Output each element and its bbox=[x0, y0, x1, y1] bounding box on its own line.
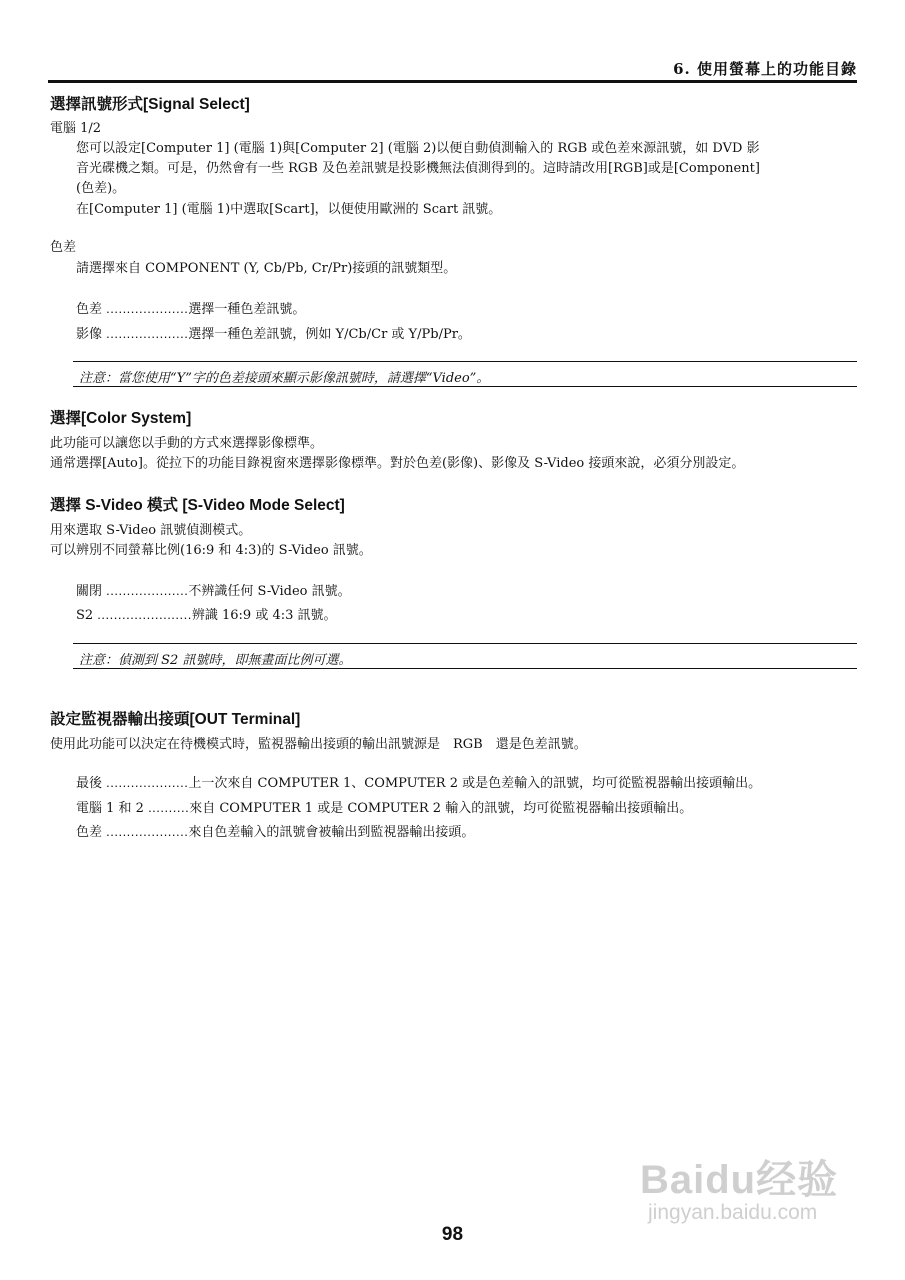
option-desc: 來自色差輸入的訊號會被輸出到監視器輸出接頭。 bbox=[188, 825, 475, 840]
svideo-option-row bbox=[76, 604, 337, 623]
option-name: 電腦 1 和 2 bbox=[76, 801, 144, 816]
option-leader: .................... bbox=[102, 775, 189, 790]
option-name: 影像 bbox=[76, 327, 103, 342]
out-terminal-option-row bbox=[76, 797, 692, 816]
svideo-text-line2: 可以辨別不同螢幕比例(16:9 和 4:3)的 S-Video 訊號。 bbox=[50, 543, 372, 558]
color-system-heading: 選擇[Color System] bbox=[50, 410, 192, 427]
out-terminal-option-row bbox=[76, 821, 474, 840]
computer-12-text-line3: (色差)。 bbox=[76, 181, 126, 196]
option-leader: .......... bbox=[143, 800, 190, 815]
watermark-url: jingyan.baidu.com bbox=[648, 1201, 818, 1224]
option-desc: 辨識 16:9 或 4:3 訊號。 bbox=[191, 608, 337, 623]
computer-12-label: 電腦 1/2 bbox=[50, 121, 102, 136]
computer-12-text-line2: 音光碟機之類。可是，仍然會有一些 RGB 及色差訊號是投影機無法偵測得到的。這時請改用[RGB]或是[Component] bbox=[76, 161, 760, 176]
option-leader: .................... bbox=[102, 583, 189, 598]
option-leader: .................... bbox=[102, 326, 189, 341]
component-text: 請選擇來自 COMPONENT (Y, Cb/Pb, Cr/Pr)接頭的訊號類型。 bbox=[76, 261, 457, 276]
out-terminal-heading: 設定監視器輸出接頭[OUT Terminal] bbox=[50, 711, 301, 728]
svideo-heading: 選擇 S-Video 模式 [S-Video Mode Select] bbox=[50, 497, 345, 514]
option-name: S2 bbox=[76, 608, 94, 623]
component-option-row bbox=[76, 323, 471, 342]
svideo-option-row bbox=[76, 580, 351, 599]
option-name: 關閉 bbox=[76, 584, 103, 599]
note-video: 注意：當您使用“Y”字的色差接頭來顯示影像訊號時，請選擇“Video”。 bbox=[73, 361, 857, 387]
option-leader: ....................... bbox=[93, 607, 192, 622]
option-desc: 選擇一種色差訊號。 bbox=[188, 302, 306, 317]
note-s2: 注意：偵測到 S2 訊號時，即無畫面比例可選。 bbox=[73, 643, 857, 669]
component-option-row bbox=[76, 298, 305, 317]
option-name: 最後 bbox=[76, 776, 103, 791]
watermark-brand: Baidu经验 bbox=[640, 1158, 839, 1202]
option-desc: 上一次來自 COMPUTER 1、COMPUTER 2 或是色差輸入的訊號，均可從監視器輸出接頭輸出。 bbox=[188, 776, 762, 791]
signal-select-heading: 選擇訊號形式[Signal Select] bbox=[50, 96, 250, 113]
computer-12-text-line1: 您可以設定[Computer 1] (電腦 1)與[Computer 2] (電腦 2)以便自動偵測輸入的 RGB 或色差來源訊號，如 DVD 影 bbox=[76, 141, 760, 156]
color-system-text-line1: 此功能可以讓您以手動的方式來選擇影像標準。 bbox=[50, 436, 324, 451]
computer-12-text-line4: 在[Computer 1] (電腦 1)中選取[Scart]，以便使用歐洲的 Scart 訊號。 bbox=[76, 202, 502, 217]
chapter-title: 6. 使用螢幕上的功能目錄 bbox=[673, 60, 857, 78]
option-name: 色差 bbox=[76, 825, 103, 840]
component-label: 色差 bbox=[50, 240, 77, 255]
watermark bbox=[640, 1148, 838, 1225]
header-rule bbox=[48, 80, 857, 83]
out-terminal-text: 使用此功能可以決定在待機模式時，監視器輸出接頭的輸出訊號源是 RGB 還是色差訊號。 bbox=[50, 737, 587, 752]
option-leader: .................... bbox=[102, 824, 189, 839]
option-desc: 不辨識任何 S-Video 訊號。 bbox=[188, 584, 351, 599]
option-desc: 來自 COMPUTER 1 或是 COMPUTER 2 輸入的訊號，均可從監視器輸出接頭輸出。 bbox=[189, 801, 693, 816]
option-leader: .................... bbox=[102, 301, 189, 316]
color-system-text-line2: 通常選擇[Auto]。從拉下的功能目錄視窗來選擇影像標準。對於色差(影像)、影像及 S-Video 接頭來說，必須分別設定。 bbox=[50, 456, 745, 471]
option-name: 色差 bbox=[76, 302, 103, 317]
out-terminal-option-row bbox=[76, 772, 761, 791]
page-number: 98 bbox=[441, 1224, 464, 1245]
option-desc: 選擇一種色差訊號，例如 Y/Cb/Cr 或 Y/Pb/Pr。 bbox=[188, 327, 471, 342]
svideo-text-line1: 用來選取 S-Video 訊號偵測模式。 bbox=[50, 523, 252, 538]
